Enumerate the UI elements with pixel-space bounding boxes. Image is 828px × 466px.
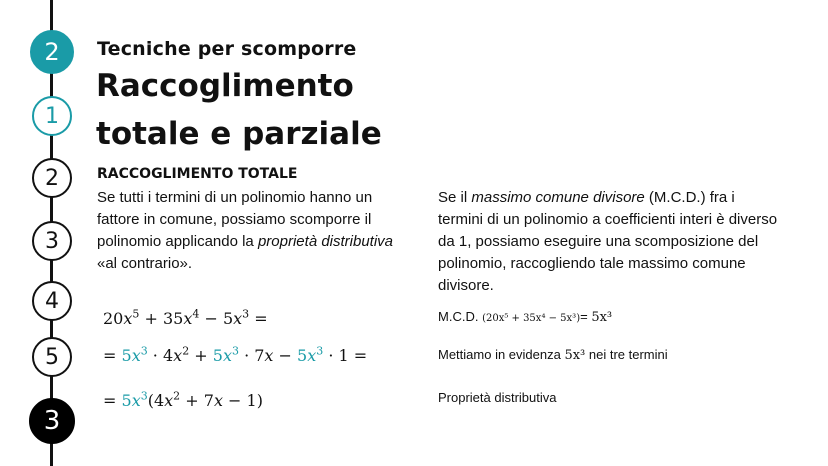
evidence-note: Mettiamo in evidenza 5x³ nei tre termini (438, 347, 668, 363)
current-step-badge[interactable] (29, 398, 75, 444)
step-label: 3 (43, 406, 61, 436)
definition-paragraph (97, 187, 397, 275)
equation-line-2: = $5x^3 \cdot 4x^2 + 5x^3 \cdot 7x - 5x^3 \cdot 1$ = (103, 344, 368, 365)
step-label: 5 (45, 344, 59, 370)
step-label: 3 (45, 228, 59, 254)
step-1-button[interactable] (32, 96, 72, 136)
emphasis-text: massimo comune divisore (471, 189, 645, 206)
chapter-number-badge (30, 30, 74, 74)
step-5-button[interactable] (32, 337, 72, 377)
step-4-button[interactable] (32, 281, 72, 321)
section-heading: RACCOGLIMENTO TOTALE (97, 166, 298, 182)
step-label: 1 (45, 103, 59, 129)
distributive-note: Proprietà distributiva (438, 390, 557, 405)
text-run: Se tutti i termini di un polinomio hanno un fattore in comune, possiamo scomporre il polinomio applicando la (97, 189, 373, 250)
step-label: 4 (45, 288, 59, 314)
page-subtitle: Tecniche per scomporre (97, 38, 357, 60)
text-run: (M.C.D.) fra i termini di un polinomio a coefficienti interi è diverso da 1, possiamo eseguire una scomposizione del polinomio, raccogliendo tale massimo comune divisore. (438, 189, 778, 294)
text-run: Se il (438, 189, 472, 206)
equation-line-3: = $5x^3(4x^2 + 7x - 1)$ (103, 389, 263, 410)
equation-line-1: $20x^5 + 35x^4 - 5x^3$ = (103, 307, 268, 328)
mcd-note: M.C.D. (20x⁵ + 35x⁴ − 5x³)= 5x³ (438, 309, 613, 325)
emphasis-text: proprietà distributiva (257, 233, 394, 250)
step-2-button[interactable] (32, 158, 72, 198)
step-label: 2 (45, 165, 59, 191)
text-run: «al contrario». (97, 255, 193, 272)
step-label: 2 (44, 38, 60, 66)
page-title: Raccoglimento totale e parziale (96, 68, 382, 152)
step-3-button[interactable] (32, 221, 72, 261)
mcd-paragraph (438, 187, 778, 297)
